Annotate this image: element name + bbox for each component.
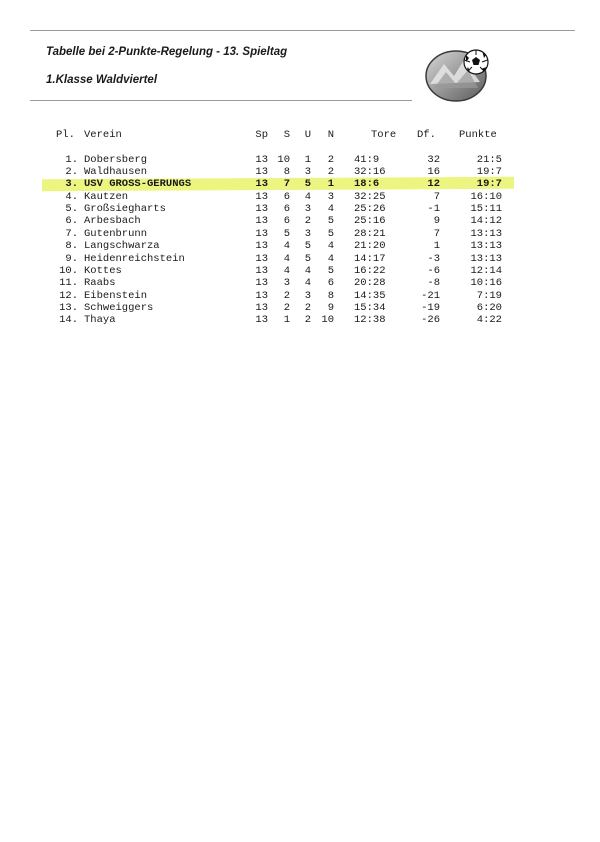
cell-s: 3 (283, 277, 290, 289)
cell-df: -26 (421, 314, 440, 326)
cell-punkte: 13:13 (470, 228, 502, 240)
table-row (0, 253, 600, 265)
cell-sp: 13 (255, 265, 268, 277)
table-row (0, 314, 600, 326)
cell-tore: 21:20 (354, 240, 386, 252)
cell-pl: 8. (65, 240, 78, 252)
cell-pl: 2. (65, 166, 78, 178)
cell-sp: 13 (255, 290, 268, 302)
cell-s: 6 (283, 215, 290, 227)
cell-sp: 13 (255, 228, 268, 240)
cell-punkte: 15:11 (470, 203, 502, 215)
cell-tore: 14:35 (354, 290, 386, 302)
cell-pl: 6. (65, 215, 78, 227)
cell-u: 4 (304, 277, 311, 289)
table-row (0, 290, 600, 302)
cell-s: 4 (283, 253, 290, 265)
cell-verein: Arbesbach (84, 215, 141, 227)
cell-punkte: 6:20 (476, 302, 502, 314)
cell-s: 6 (283, 203, 290, 215)
cell-df: 32 (427, 154, 440, 166)
cell-n: 8 (327, 290, 334, 302)
cell-tore: 15:34 (354, 302, 386, 314)
cell-punkte: 12:14 (470, 265, 502, 277)
cell-pl: 3. (65, 178, 78, 190)
cell-verein: Raabs (84, 277, 116, 289)
cell-pl: 7. (65, 228, 78, 240)
cell-verein: Waldhausen (84, 166, 148, 178)
cell-s: 2 (283, 302, 290, 314)
header-rule (30, 100, 412, 101)
cell-verein: USV GROSS-GERUNGS (84, 178, 192, 190)
cell-u: 2 (304, 215, 311, 227)
cell-tore: 25:26 (354, 203, 386, 215)
cell-verein: Dobersberg (84, 154, 148, 166)
cell-s: 8 (283, 166, 290, 178)
cell-pl: 13. (59, 302, 78, 314)
table-row (0, 154, 600, 166)
cell-df: 9 (433, 215, 440, 227)
cell-tore: 20:28 (354, 277, 386, 289)
cell-n: 6 (327, 277, 334, 289)
cell-sp: 13 (255, 215, 268, 227)
table-row (0, 166, 600, 178)
cell-n: 4 (327, 203, 334, 215)
cell-sp: 13 (255, 253, 268, 265)
cell-punkte: 19:7 (476, 178, 502, 190)
cell-df: 16 (427, 166, 440, 178)
cell-sp: 13 (255, 191, 268, 203)
cell-n: 4 (327, 240, 334, 252)
cell-u: 2 (304, 302, 311, 314)
cell-punkte: 4:22 (476, 314, 502, 326)
table-row (0, 228, 600, 240)
cell-tore: 16:22 (354, 265, 386, 277)
cell-u: 3 (304, 166, 311, 178)
cell-u: 1 (304, 154, 311, 166)
cell-sp: 13 (255, 277, 268, 289)
cell-df: 7 (433, 228, 440, 240)
cell-s: 7 (283, 178, 290, 190)
table-row (0, 215, 600, 227)
cell-pl: 9. (65, 253, 78, 265)
cell-df: 12 (427, 178, 440, 190)
col-header-sp: Sp (255, 129, 268, 141)
cell-s: 5 (283, 228, 290, 240)
cell-n: 5 (327, 215, 334, 227)
cell-pl: 4. (65, 191, 78, 203)
cell-n: 3 (327, 191, 334, 203)
cell-s: 2 (283, 290, 290, 302)
cell-u: 3 (304, 228, 311, 240)
cell-n: 2 (327, 154, 334, 166)
table-row (0, 240, 600, 252)
cell-s: 1 (283, 314, 290, 326)
cell-punkte: 21:5 (476, 154, 502, 166)
cell-df: -3 (427, 253, 440, 265)
cell-tore: 28:21 (354, 228, 386, 240)
cell-verein: Kautzen (84, 191, 129, 203)
cell-s: 10 (277, 154, 290, 166)
cell-n: 5 (327, 265, 334, 277)
cell-s: 4 (283, 240, 290, 252)
cell-pl: 10. (59, 265, 78, 277)
cell-tore: 18:6 (354, 178, 380, 190)
cell-pl: 14. (59, 314, 78, 326)
table-row (0, 265, 600, 277)
cell-df: -19 (421, 302, 440, 314)
cell-tore: 25:16 (354, 215, 386, 227)
cell-u: 5 (304, 178, 311, 190)
cell-verein: Eibenstein (84, 290, 148, 302)
cell-punkte: 13:13 (470, 253, 502, 265)
col-header-s: S (283, 129, 290, 141)
cell-verein: Heidenreichstein (84, 253, 185, 265)
cell-punkte: 19:7 (476, 166, 502, 178)
table-row (0, 203, 600, 215)
cell-n: 1 (327, 178, 334, 190)
cell-df: -21 (421, 290, 440, 302)
cell-df: -6 (427, 265, 440, 277)
cell-verein: Thaya (84, 314, 116, 326)
soccer-ball-icon (420, 40, 500, 104)
cell-pl: 12. (59, 290, 78, 302)
col-header-u: U (304, 129, 311, 141)
cell-sp: 13 (255, 314, 268, 326)
cell-pl: 1. (65, 154, 78, 166)
cell-punkte: 7:19 (476, 290, 502, 302)
cell-verein: Schweiggers (84, 302, 154, 314)
cell-s: 4 (283, 265, 290, 277)
cell-df: 7 (433, 191, 440, 203)
cell-verein: Langschwarza (84, 240, 160, 252)
cell-u: 3 (304, 290, 311, 302)
cell-verein: Kottes (84, 265, 122, 277)
col-header-tore: Tore (371, 129, 397, 141)
cell-tore: 41:9 (354, 154, 380, 166)
cell-u: 5 (304, 240, 311, 252)
cell-punkte: 16:10 (470, 191, 502, 203)
table-row (0, 302, 600, 314)
cell-df: -8 (427, 277, 440, 289)
cell-n: 2 (327, 166, 334, 178)
cell-tore: 14:17 (354, 253, 386, 265)
cell-n: 5 (327, 228, 334, 240)
cell-n: 10 (321, 314, 334, 326)
top-rule (30, 30, 575, 31)
cell-verein: Gutenbrunn (84, 228, 148, 240)
page-title: Tabelle bei 2-Punkte-Regelung - 13. Spieltag (46, 46, 288, 58)
cell-verein: Großsiegharts (84, 203, 166, 215)
cell-n: 9 (327, 302, 334, 314)
cell-u: 4 (304, 191, 311, 203)
cell-sp: 13 (255, 154, 268, 166)
cell-sp: 13 (255, 203, 268, 215)
cell-tore: 32:16 (354, 166, 386, 178)
table-row (0, 191, 600, 203)
cell-sp: 13 (255, 240, 268, 252)
col-header-verein: Verein (84, 129, 122, 141)
cell-tore: 12:38 (354, 314, 386, 326)
cell-sp: 13 (255, 166, 268, 178)
cell-pl: 5. (65, 203, 78, 215)
league-subtitle: 1.Klasse Waldviertel (46, 74, 158, 86)
cell-sp: 13 (255, 178, 268, 190)
cell-s: 6 (283, 191, 290, 203)
table-header (0, 129, 600, 141)
col-header-df: Df. (417, 129, 436, 141)
col-header-n: N (327, 129, 334, 141)
cell-u: 5 (304, 253, 311, 265)
cell-punkte: 10:16 (470, 277, 502, 289)
cell-df: -1 (427, 203, 440, 215)
cell-punkte: 14:12 (470, 215, 502, 227)
cell-sp: 13 (255, 302, 268, 314)
cell-u: 2 (304, 314, 311, 326)
cell-tore: 32:25 (354, 191, 386, 203)
col-header-punkte: Punkte (459, 129, 497, 141)
cell-u: 3 (304, 203, 311, 215)
table-row (0, 277, 600, 289)
cell-pl: 11. (59, 277, 78, 289)
col-header-pl: Pl. (56, 129, 75, 141)
cell-df: 1 (433, 240, 440, 252)
table-row-highlighted (0, 178, 600, 190)
cell-u: 4 (304, 265, 311, 277)
cell-n: 4 (327, 253, 334, 265)
cell-punkte: 13:13 (470, 240, 502, 252)
